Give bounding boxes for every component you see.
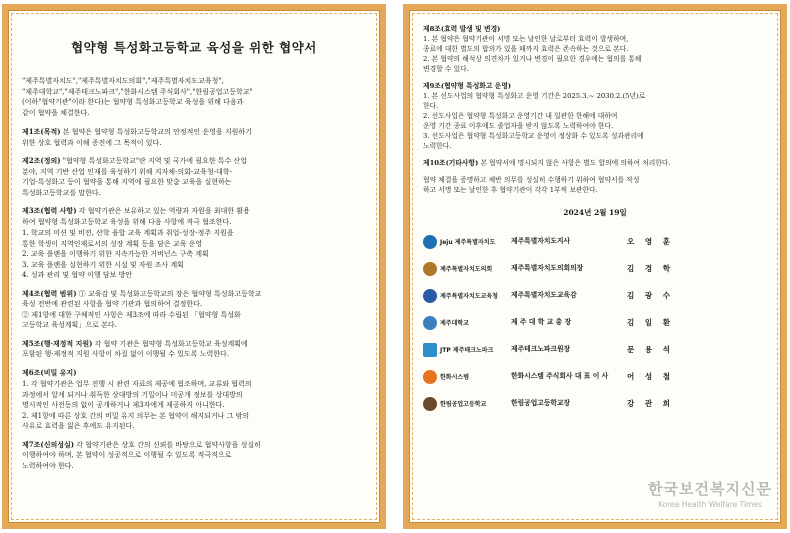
list-item: 2. 제1항에 따른 상호 간의 비밀 유지 의무는 본 협약이 해지되거나 그 밖의: [22, 411, 250, 420]
signatory-row: [423, 309, 767, 336]
article-line: ② 제1항에 대한 구체적인 사항은 제3조에 따라 수립된 「협약형 특성화: [22, 310, 241, 319]
article-line: "협약형 특성화고등학교"란 지역 및 국가에 필요한 특수 산업: [60, 157, 248, 165]
intro-paragraph: [22, 76, 366, 118]
emblem-icon: [423, 316, 437, 330]
article-4: [22, 289, 366, 331]
closing-line: 하고 서명 또는 날인한 후 협약기관이 각각 1부씩 보관한다.: [423, 186, 598, 194]
article-line: ① 교육감 및 특성화고등학교의 장은 협약형 특성화고등학교: [76, 289, 262, 298]
signatory-name: 문 용 석: [627, 345, 674, 354]
list-item: 1. 본 선도사업의 협약형 특성화고 운영 기간은 2025.3.~ 2030.2.(5년)로: [423, 92, 646, 100]
watermark-english: Korea Health Welfare Times: [658, 500, 762, 509]
list-item: 1. 각 협약기관은 업무 진행 시 관련 자료의 제공에 협조하며, 교류와 협력의: [22, 380, 252, 388]
signatory-name: 강 관 희: [627, 399, 674, 408]
signatory-title: 제주특별자치도지사: [511, 237, 571, 245]
article-line: 육성 전반에 관련된 사항을 협약 기관과 협의하여 결정한다.: [22, 300, 203, 308]
list-item: 과정에서 알게 되거나 취득한 상대방의 기밀이나 미공개 정보를 상대방의: [22, 390, 243, 399]
signatory-name: 오 영 훈: [627, 237, 674, 246]
page-2-content: [423, 20, 767, 515]
article-8: [423, 24, 767, 74]
signatory-row: [423, 228, 767, 255]
emblem-icon: [423, 289, 437, 303]
article-line: 각 협약 기관은 협약형 특성화고등학교 육성계획에: [92, 339, 248, 348]
list-item: 통한 학생이 지역인재로서의 성장 계획 등을 담은 교육 운영: [22, 239, 203, 248]
emblem-icon: [423, 343, 437, 357]
intro-line: (이하"협약기관"이라 한다)는 협약형 특성화고등학교 육성을 위해 다음과: [22, 98, 244, 106]
agreement-date: 2024년 2월 19일: [563, 208, 627, 217]
jeju-university-logo: 제주대학교: [423, 316, 505, 330]
article-title: 제3조(협력 사항): [22, 206, 77, 215]
signatory-title: 제주특별자치도의회의장: [511, 264, 584, 272]
jtp-logo: JTP 제주테크노파크: [423, 343, 505, 357]
signatory-row: [423, 336, 767, 363]
list-item: 1. 학교의 미션 및 비전, 산학 융합 교육 계획과 취업-성장-정주 지원을: [22, 229, 234, 237]
emblem-icon: [423, 397, 437, 411]
signatory-row: [423, 390, 767, 417]
article-line: 이행하여야 하며, 본 협약이 성공적으로 이행될 수 있도록 적극적으로: [22, 451, 232, 459]
article-title: 제4조(협력 범위): [22, 288, 77, 298]
article-line: 각 협약기관은 상호 간의 신뢰를 바탕으로 협약사항을 성실히: [74, 440, 261, 449]
education-office-logo: 제주특별자치도교육청: [423, 289, 505, 303]
article-items: [22, 228, 366, 281]
article-7: [22, 440, 366, 472]
signatory-title: 한림공업고등학교장: [511, 399, 571, 407]
article-3: [22, 206, 366, 281]
article-line: 고등학교 육성계획」으로 본다.: [22, 321, 117, 329]
article-title: 제9조(협약형 특성화고 운영): [423, 82, 512, 90]
article-line: 특성화고등학교를 말한다.: [22, 188, 101, 197]
list-item: 변경할 수 있다.: [423, 65, 469, 73]
list-item: 2. 교육 플랜을 이행하기 위한 지속가능한 거버넌스 구축 계획: [22, 250, 209, 258]
list-item: 1. 본 협약은 협약기관이 서명 또는 날인한 날로부터 효력이 발생하며,: [423, 35, 629, 43]
provincial-council-logo: 제주특별자치도의회: [423, 262, 505, 276]
list-item: 2. 선도사업은 협약형 특성화고 운영기간 내 일관한 한해에 대하여: [423, 112, 618, 120]
intro-line: 같이 협약을 체결한다.: [22, 108, 90, 117]
list-item: 4. 성과 관리 및 협약 이행 담보 방안: [22, 271, 133, 279]
list-item: 한다.: [423, 102, 439, 110]
article-title: 제5조(행·재정적 지원): [22, 338, 93, 348]
article-line: 본 협약은 협약형 특성화고등학교의 안정적인 운영을 지원하기: [60, 128, 252, 136]
hanwha-systems-logo: 한화시스템: [423, 370, 505, 384]
article-line: 하여 협약형 특성화고등학교 육성을 위해 다음 사항에 적극 협조한다.: [22, 217, 232, 226]
list-item: 노력한다.: [423, 142, 452, 150]
intro-line: "제주대학교","제주테크노파크","한화시스템 주식회사","한림공업고등학교": [22, 87, 253, 96]
list-item: 명시적인 사전동의 없이 공개하거나 제3자에게 제공하지 아니한다.: [22, 401, 225, 409]
emblem-icon: [423, 235, 437, 249]
list-item: 운영 기간 종료 이후에도 졸업자을 받지 않도록 노력하여야 한다.: [423, 122, 614, 130]
watermark-korean: 한국보건복지신문: [648, 480, 772, 498]
page-1-content: [22, 20, 366, 515]
article-10: [423, 158, 767, 168]
article-line: 본 협약서에 명시되지 않은 사항은 별도 합의에 의하여 처리한다.: [478, 159, 671, 167]
signatory-title: 제주특별자치도교육감: [511, 291, 577, 299]
signatory-row: [423, 282, 767, 309]
article-line: 각 협약기관은 보유하고 있는 역량과 자원을 최대한 활용: [76, 207, 250, 215]
document-title: 협약형 특성화고등학교 육성을 위한 협약서: [71, 40, 317, 55]
signatory-name: 김 광 수: [627, 291, 674, 300]
signatory-row: [423, 255, 767, 282]
jeju-province-logo: Jeju 제주특별자치도: [423, 235, 505, 249]
article-2: [22, 156, 366, 198]
article-line: 위한 상호 협력과 이해 증진에 그 목적이 있다.: [22, 138, 162, 147]
list-item: 사유로 효력을 잃은 후에도 유지된다.: [22, 422, 135, 430]
article-line: 포함된 행·재정적 지원 사항이 차질 없이 이행될 수 있도록 노력한다.: [22, 350, 230, 358]
intro-line: "제주특별자치도","제주특별자치도의회","제주특별자치도교육청",: [22, 77, 224, 85]
list-item: 2. 본 협약의 해석상 의견차가 있거나 변경이 필요한 경우에는 협의를 통해: [423, 55, 642, 63]
article-title: 제1조(목적): [22, 127, 61, 136]
article-title: 제2조(정의): [22, 156, 61, 165]
closing-paragraph: [423, 175, 767, 195]
list-item: 3. 선도사업은 협약형 특성화고등학교 운영이 정상화 수 있도록 성과관리에: [423, 132, 644, 140]
emblem-icon: [423, 370, 437, 384]
signatory-title: 한화시스템 주식회사 대 표 이 사: [511, 372, 609, 380]
article-line: 노력하여야 한다.: [22, 461, 74, 470]
signature-block: [423, 228, 767, 417]
signatory-title: 제 주 대 학 교 총 장: [511, 318, 572, 326]
signatory-name: 김 일 환: [627, 318, 674, 327]
article-items: [22, 379, 366, 432]
article-line: 기업-특성화고 등이 협약을 통해 지역에 필요한 맞춤 교육을 실현하는: [22, 178, 232, 186]
agreement-page-2: [403, 4, 787, 529]
article-9: [423, 81, 767, 151]
article-6: [22, 368, 366, 432]
article-title: 제10조(기타사항): [423, 159, 479, 167]
signatory-name: 어 성 철: [627, 372, 674, 381]
signatory-title: 제주테크노파크원장: [511, 345, 571, 353]
list-item: 종료에 대한 별도의 합의가 있을 때까지 효력은 존속하는 것으로 본다.: [423, 45, 629, 53]
signatory-row: [423, 363, 767, 390]
agreement-page-1: [2, 4, 386, 529]
article-title: 제6조(비밀 유지): [22, 367, 77, 377]
signatory-name: 김 경 학: [627, 264, 674, 273]
emblem-icon: [423, 262, 437, 276]
hallim-technical-hs-logo: 한림공업고등학교: [423, 397, 505, 411]
article-title: 제8조(효력 발생 및 변경): [423, 25, 501, 33]
article-5: [22, 339, 366, 360]
list-item: 3. 교육 플랜을 실현하기 위한 시설 및 자원 조사 계획: [22, 260, 184, 269]
closing-line: 협약 체결을 증명하고 체반 의무를 성실히 수행하기 위하여 협약서를 작성: [423, 176, 640, 184]
article-1: [22, 127, 366, 148]
article-line: 분야, 지역 기반 산업 인재를 육성하기 위해 지자체-의회-교육청-대학-: [22, 167, 232, 176]
article-title: 제7조(신의성실): [22, 439, 75, 449]
